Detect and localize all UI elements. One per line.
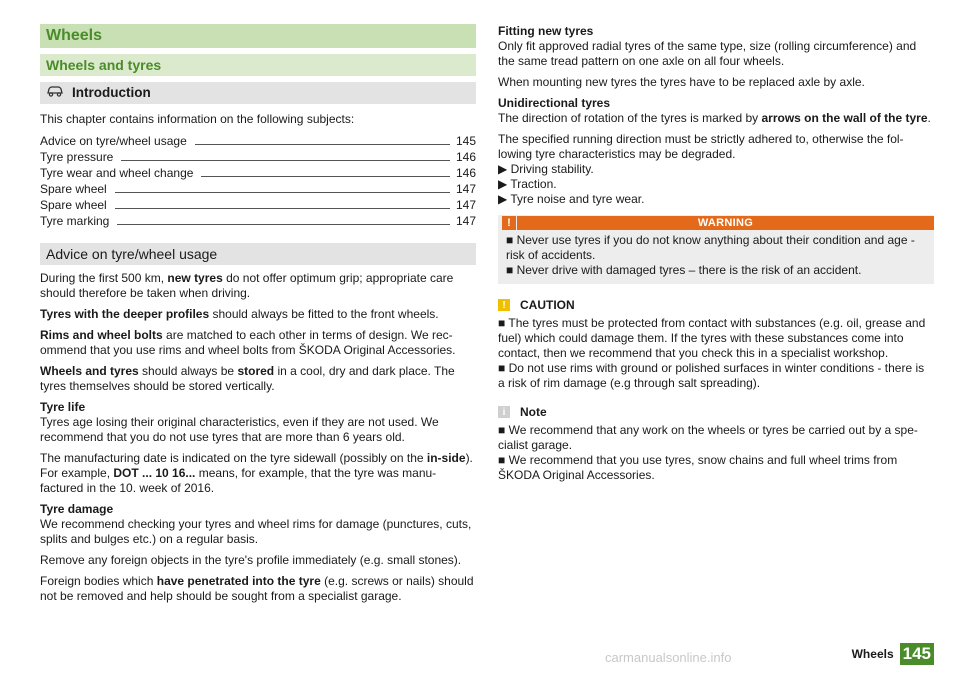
intro-heading xyxy=(40,82,476,104)
footer-chapter: Wheels xyxy=(851,647,894,661)
paragraph: Fitting new tyres Only fit approved radial tyres of the same type, size (rolling circumference) and the same tread pattern on one axle on all four wheels. xyxy=(498,24,917,68)
caution-item: ■ Do not use rims with ground or polished surfaces in winter conditions - there is a risk of rim damage (e.g through salt spreading). xyxy=(498,361,925,390)
list-item: ▶ Driving stability. xyxy=(498,162,594,176)
info-icon: i xyxy=(498,406,510,418)
watermark: carmanualsonline.info xyxy=(605,650,732,665)
paragraph: Unidirectional tyres The direction of rotation of the tyres is marked by arrows on the wall of the tyre. xyxy=(498,96,931,125)
warning-item: ■ Never use tyres if you do not know anything about their condition and age - risk of accidents. xyxy=(506,233,915,262)
note-heading xyxy=(498,405,934,419)
paragraph: The manufacturing date is indicated on the tyre sidewall (possibly on the in-side). For example, DOT ... 10 16... means, for example, that the tyre was manu-factured in the 10. week of 2016. xyxy=(40,451,473,495)
paragraph: The specified running direction must be strictly adhered to, otherwise the fol-lowing tyre characteristics may be degraded. xyxy=(498,132,904,161)
paragraph: Tyre damage We recommend checking your tyres and wheel rims for damage (punctures, cuts, splits and bulges etc.) on a regular basis. xyxy=(40,502,472,546)
toc-entry[interactable]: Spare wheel 147 xyxy=(40,182,477,196)
list-item: ▶ Traction. xyxy=(498,177,557,191)
chapter-title: Wheels xyxy=(40,24,476,48)
car-icon xyxy=(46,82,66,104)
toc-entry[interactable]: Tyre marking 147 xyxy=(40,214,477,228)
paragraph: Tyre life Tyres age losing their original characteristics, even if they are not used. We recommend that you do not use tyres that are more than 6 years old. xyxy=(40,400,439,444)
caution-icon: ! xyxy=(498,299,510,311)
warning-title: WARNING xyxy=(517,216,934,230)
note-title: Note xyxy=(520,405,547,419)
paragraph: When mounting new tyres the tyres have to be replaced axle by axle. xyxy=(498,75,865,89)
list-item: ▶ Tyre noise and tyre wear. xyxy=(498,192,645,206)
paragraph: Remove any foreign objects in the tyre's profile immediately (e.g. small stones). xyxy=(40,553,462,567)
paragraph: Wheels and tyres should always be stored in a cool, dry and dark place. The tyres themselves should be stored vertically. xyxy=(40,364,455,393)
note-item: ■ We recommend that any work on the wheels or tyres be carried out by a spe-cialist garage. xyxy=(498,423,918,452)
caution-item: ■ The tyres must be protected from contact with substances (e.g. oil, grease and fuel) which could damage them. If the tyres with these substances come into contact, then we recommend that you check this in a specialist workshop. xyxy=(498,316,926,360)
warning-item: ■ Never drive with damaged tyres – there is the risk of an accident. xyxy=(506,263,862,277)
caution-title: CAUTION xyxy=(520,298,575,312)
left-column xyxy=(40,24,476,610)
note-item: ■ We recommend that you use tyres, snow chains and full wheel trims from ŠKODA Original Accessories. xyxy=(498,453,898,482)
toc-entry[interactable]: Spare wheel 147 xyxy=(40,198,477,212)
caution-heading xyxy=(498,298,934,312)
right-column xyxy=(498,24,934,483)
toc-entry[interactable]: Tyre pressure 146 xyxy=(40,150,477,164)
advice-heading: Advice on tyre/wheel usage xyxy=(40,243,476,265)
toc-entry[interactable]: Advice on tyre/wheel usage 145 xyxy=(40,134,477,148)
paragraph: Tyres with the deeper profiles should always be fitted to the front wheels. xyxy=(40,307,439,321)
page-footer xyxy=(852,643,934,665)
paragraph: During the first 500 km, new tyres do not offer optimum grip; appropriate care should therefore be taken when driving. xyxy=(40,271,454,300)
page-number: 145 xyxy=(900,643,934,665)
warning-icon: ! xyxy=(502,216,516,230)
table-of-contents xyxy=(40,133,476,229)
intro-text: This chapter contains information on the following subjects: xyxy=(40,112,355,126)
paragraph: Rims and wheel bolts are matched to each other in terms of design. We rec-ommend that you use rims and wheel bolts from ŠKODA Original Accessories. xyxy=(40,328,456,357)
warning-box xyxy=(498,215,934,284)
intro-heading-label: Introduction xyxy=(72,85,151,100)
toc-entry[interactable]: Tyre wear and wheel change 146 xyxy=(40,166,477,180)
paragraph: Foreign bodies which have penetrated into the tyre (e.g. screws or nails) should not be removed and help should be sought from a specialist garage. xyxy=(40,574,474,603)
section-title: Wheels and tyres xyxy=(40,54,476,76)
